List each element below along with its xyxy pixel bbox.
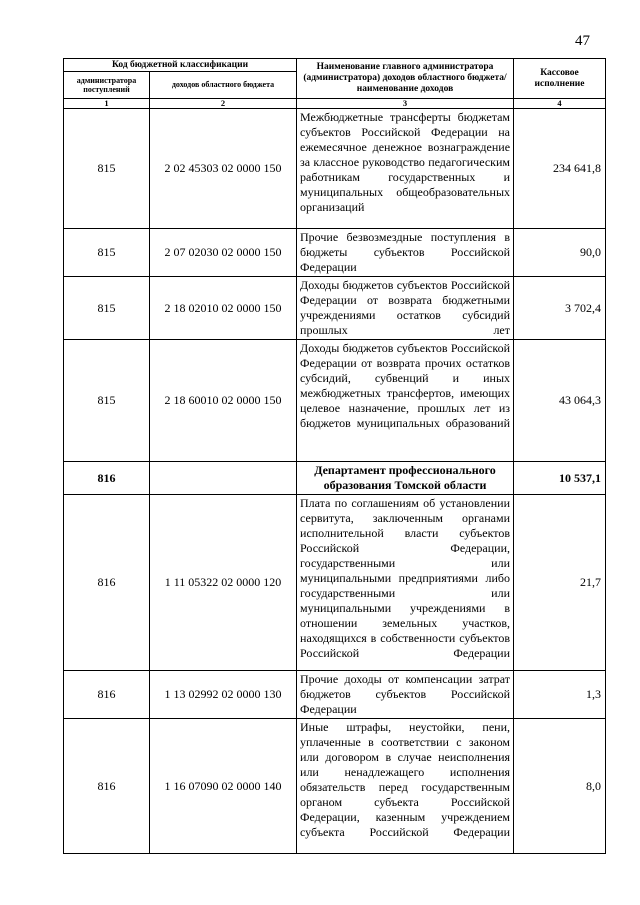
- budget-table: [63, 58, 606, 854]
- col-number: 2: [150, 99, 297, 109]
- income-code: 1 16 07090 02 0000 140: [150, 719, 297, 854]
- table-row: [64, 671, 606, 719]
- income-header: доходов областного бюджета: [150, 72, 297, 99]
- table-row: [64, 340, 606, 462]
- income-code: [150, 462, 297, 495]
- table-row: [64, 109, 606, 229]
- table-row: [64, 277, 606, 340]
- page-number: 47: [575, 33, 590, 49]
- amount: 1,3: [514, 671, 606, 719]
- amount: 21,7: [514, 495, 606, 671]
- income-name: Прочие безвозмездные поступления в бюджеты субъектов Российской Федерации: [297, 229, 514, 277]
- income-code: 2 02 45303 02 0000 150: [150, 109, 297, 229]
- income-name: Плата по соглашениям об установлении сервитута, заключенным органами исполнительной власти субъектов Российской Федерации, государственными или муниципальными предприятиями либо государственными или муниципальными учреждениями в отношении земельных участков, находящихся в собственности субъектов Российской Федерации: [297, 495, 514, 671]
- amount: 10 537,1: [514, 462, 606, 495]
- table-row: [64, 495, 606, 671]
- col-number: 4: [514, 99, 606, 109]
- income-name: Межбюджетные трансферты бюджетам субъектов Российской Федерации на ежемесячное денежное вознаграждение за классное руководство педагогическим работникам государственных и муниципальных общеобразовательных организаций: [297, 109, 514, 229]
- code-group-header: Код бюджетной классификации: [64, 59, 297, 72]
- department-row: [64, 462, 606, 495]
- table-row: [64, 229, 606, 277]
- income-code: 2 18 02010 02 0000 150: [150, 277, 297, 340]
- income-code: 2 07 02030 02 0000 150: [150, 229, 297, 277]
- admin-code: 815: [64, 340, 150, 462]
- admin-header: администратора поступлений: [64, 72, 150, 99]
- admin-code: 815: [64, 109, 150, 229]
- admin-code: 816: [64, 495, 150, 671]
- admin-code: 815: [64, 277, 150, 340]
- income-name: Прочие доходы от компенсации затрат бюджетов субъектов Российской Федерации: [297, 671, 514, 719]
- income-name: Иные штрафы, неустойки, пени, уплаченные в соответствии с законом или договором в случае неисполнения или ненадлежащего исполнения обязательств перед государственным органом субъекта Российской Федерации, казенным учреждением субъекта Российской Федерации: [297, 719, 514, 854]
- amount: 8,0: [514, 719, 606, 854]
- amount: 3 702,4: [514, 277, 606, 340]
- table-row: [64, 719, 606, 854]
- col-number: 1: [64, 99, 150, 109]
- income-name: Доходы бюджетов субъектов Российской Федерации от возврата бюджетными учреждениями остатков субсидий прошлых лет: [297, 277, 514, 340]
- amount: 43 064,3: [514, 340, 606, 462]
- col-number: 3: [297, 99, 514, 109]
- amount-header: Кассовое исполнение: [514, 59, 606, 99]
- income-code: 1 13 02992 02 0000 130: [150, 671, 297, 719]
- admin-code: 816: [64, 719, 150, 854]
- amount: 90,0: [514, 229, 606, 277]
- income-code: 1 11 05322 02 0000 120: [150, 495, 297, 671]
- admin-code: 816: [64, 671, 150, 719]
- income-name: Доходы бюджетов субъектов Российской Федерации от возврата прочих остатков субсидий, субвенций и иных межбюджетных трансфертов, имеющих целевое назначение, прошлых лет из бюджетов муниципальных образований: [297, 340, 514, 462]
- income-code: 2 18 60010 02 0000 150: [150, 340, 297, 462]
- amount: 234 641,8: [514, 109, 606, 229]
- name-header: Наименование главного администратора (администратора) доходов областного бюджета/ наименование доходов: [297, 59, 514, 99]
- admin-code: 816: [64, 462, 150, 495]
- admin-code: 815: [64, 229, 150, 277]
- department-name: Департамент профессионального образования Томской области: [297, 462, 514, 495]
